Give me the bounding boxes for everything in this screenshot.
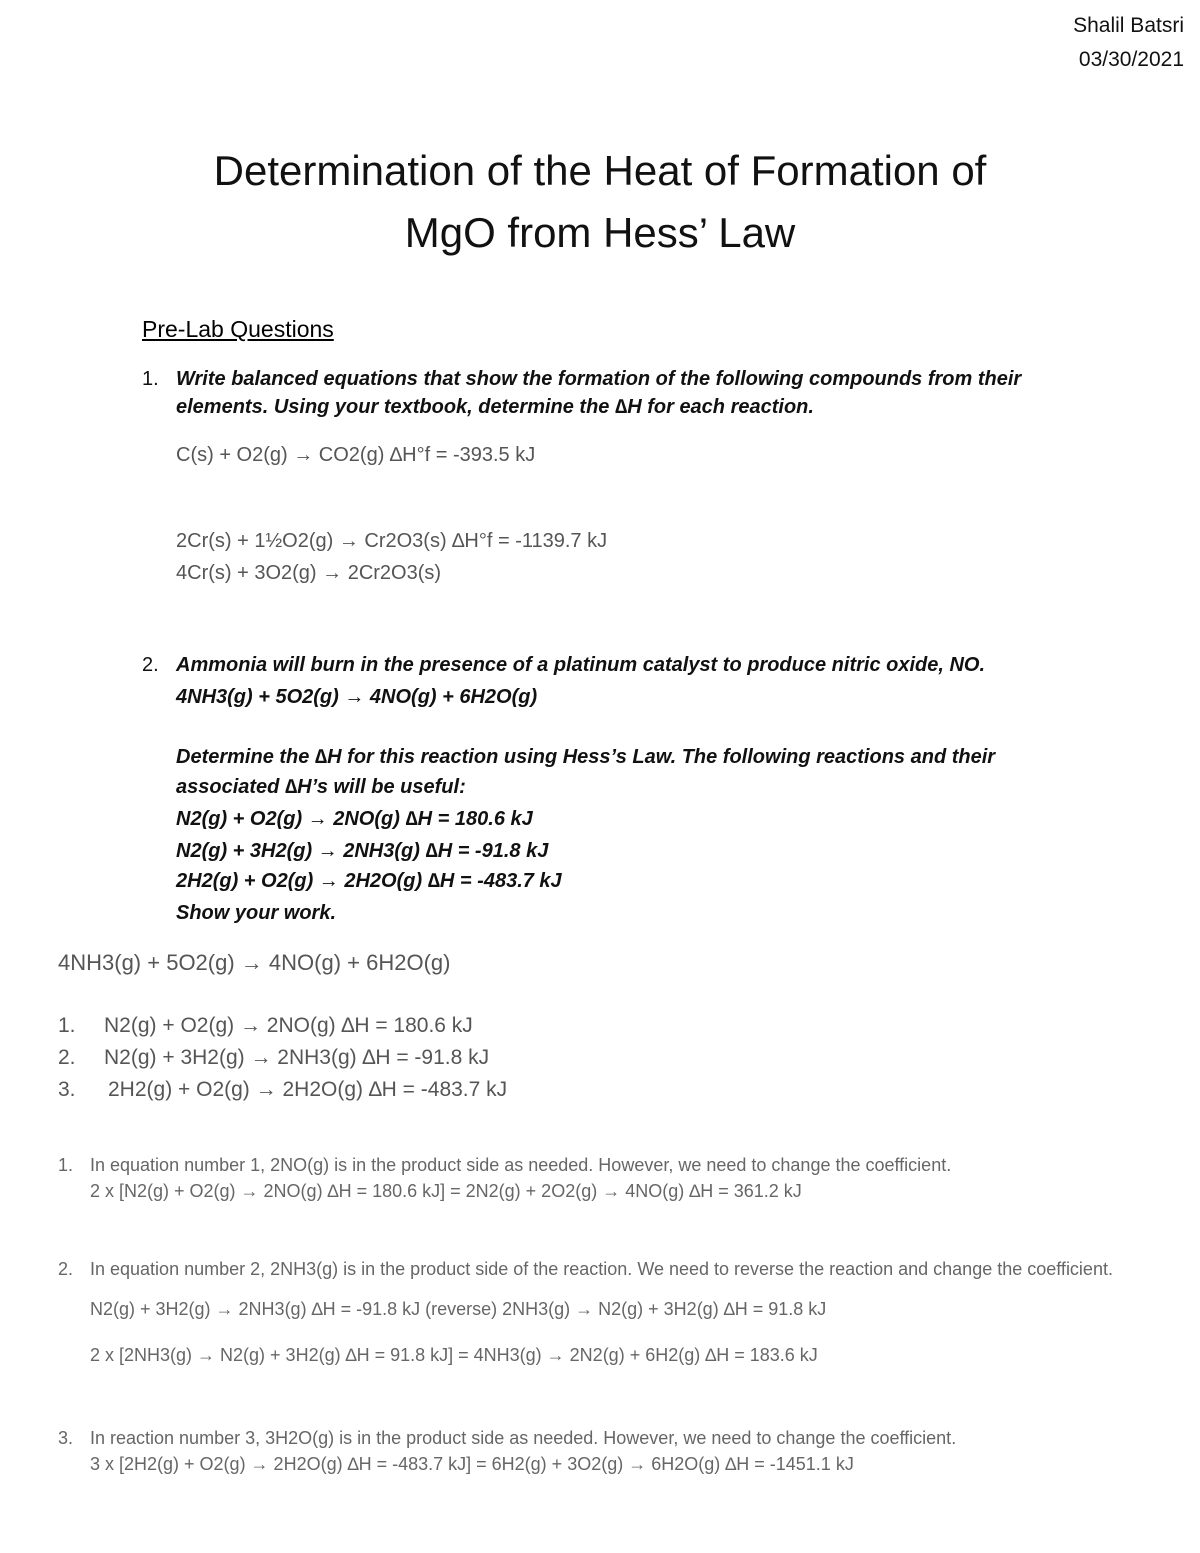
page-title-line-1: Determination of the Heat of Formation of bbox=[213, 147, 987, 194]
section-heading: Pre-Lab Questions bbox=[142, 316, 334, 342]
answer-target-reaction: 4NH3(g) + 5O2(g) → 4NO(g) + 6H2O(g) bbox=[58, 950, 451, 975]
answer-given-2-number: 2. bbox=[58, 1046, 76, 1069]
question-1-number: 1. bbox=[142, 368, 159, 390]
answer-given-1: N2(g) + O2(g) → 2NO(g) ∆H = 180.6 kJ bbox=[104, 1014, 473, 1037]
step-2-equation: 2 x [2NH3(g) → N2(g) + 3H2(g) ∆H = 91.8 kJ] = 4NH3(g) → 2N2(g) + 6H2(g) ∆H = 183.6 kJ bbox=[90, 1345, 818, 1365]
step-1-equation: 2 x [N2(g) + O2(g) → 2NO(g) ∆H = 180.6 kJ] = 2N2(g) + 2O2(g) → 4NO(g) ∆H = 361.2 kJ bbox=[90, 1181, 802, 1201]
answer-cr2o3-equation-doubled: 4Cr(s) + 3O2(g) → 2Cr2O3(s) bbox=[176, 562, 442, 584]
step-2-number: 2. bbox=[58, 1259, 74, 1279]
answer-given-1-number: 1. bbox=[58, 1014, 76, 1037]
given-reaction-2: N2(g) + 3H2(g) → 2NH3(g) ∆H = -91.8 kJ bbox=[176, 840, 549, 862]
step-2-text: In equation number 2, 2NH3(g) is in the product side of the reaction. We need to reverse the reaction and change the coefficient. bbox=[90, 1259, 1113, 1279]
step-3-number: 3. bbox=[58, 1428, 74, 1448]
step-1-number: 1. bbox=[58, 1155, 74, 1175]
author-name: Shalil Batsri bbox=[1073, 14, 1184, 37]
step-3-equation: 3 x [2H2(g) + O2(g) → 2H2O(g) ∆H = -483.7 kJ] = 6H2(g) + 3O2(g) → 6H2O(g) ∆H = -1451.1 kJ bbox=[90, 1454, 854, 1474]
step-2-reverse-equation: N2(g) + 3H2(g) → 2NH3(g) ∆H = -91.8 kJ (reverse) 2NH3(g) → N2(g) + 3H2(g) ∆H = 91.8 kJ bbox=[90, 1299, 827, 1319]
answer-given-3-number: 3. bbox=[58, 1078, 76, 1101]
question-2-text-line-1: Ammonia will burn in the presence of a platinum catalyst to produce nitric oxide, NO. bbox=[176, 654, 986, 676]
document-date: 03/30/2021 bbox=[1078, 48, 1184, 71]
answer-cr2o3-equation: 2Cr(s) + 1½O2(g) → Cr2O3(s) ∆H°f = -1139.7 kJ bbox=[176, 530, 608, 552]
page-title-line-2: MgO from Hess’ Law bbox=[404, 209, 796, 256]
step-3-text: In reaction number 3, 3H2O(g) is in the product side as needed. However, we need to change the coefficient. bbox=[90, 1428, 957, 1448]
show-work-instruction: Show your work. bbox=[176, 902, 337, 924]
step-1-text: In equation number 1, 2NO(g) is in the product side as needed. However, we need to change the coefficient. bbox=[90, 1155, 952, 1175]
question-1-text-line-1: Write balanced equations that show the formation of the following compounds from their bbox=[176, 368, 1022, 390]
question-2-instruction-line-1: Determine the ∆H for this reaction using Hess’s Law. The following reactions and their bbox=[176, 746, 996, 768]
answer-given-3: 2H2(g) + O2(g) → 2H2O(g) ∆H = -483.7 kJ bbox=[108, 1078, 508, 1101]
question-2-reaction: 4NH3(g) + 5O2(g) → 4NO(g) + 6H2O(g) bbox=[176, 686, 538, 708]
question-2-instruction-line-2: associated ∆H’s will be useful: bbox=[176, 776, 466, 798]
answer-co2-equation: C(s) + O2(g) → CO2(g) ∆H°f = -393.5 kJ bbox=[176, 444, 536, 466]
given-reaction-3: 2H2(g) + O2(g) → 2H2O(g) ∆H = -483.7 kJ bbox=[176, 870, 562, 892]
answer-given-2: N2(g) + 3H2(g) → 2NH3(g) ∆H = -91.8 kJ bbox=[104, 1046, 490, 1069]
given-reaction-1: N2(g) + O2(g) → 2NO(g) ∆H = 180.6 kJ bbox=[176, 808, 533, 830]
question-2-number: 2. bbox=[142, 654, 159, 676]
question-1-text-line-2: elements. Using your textbook, determine the ∆H for each reaction. bbox=[176, 396, 814, 418]
